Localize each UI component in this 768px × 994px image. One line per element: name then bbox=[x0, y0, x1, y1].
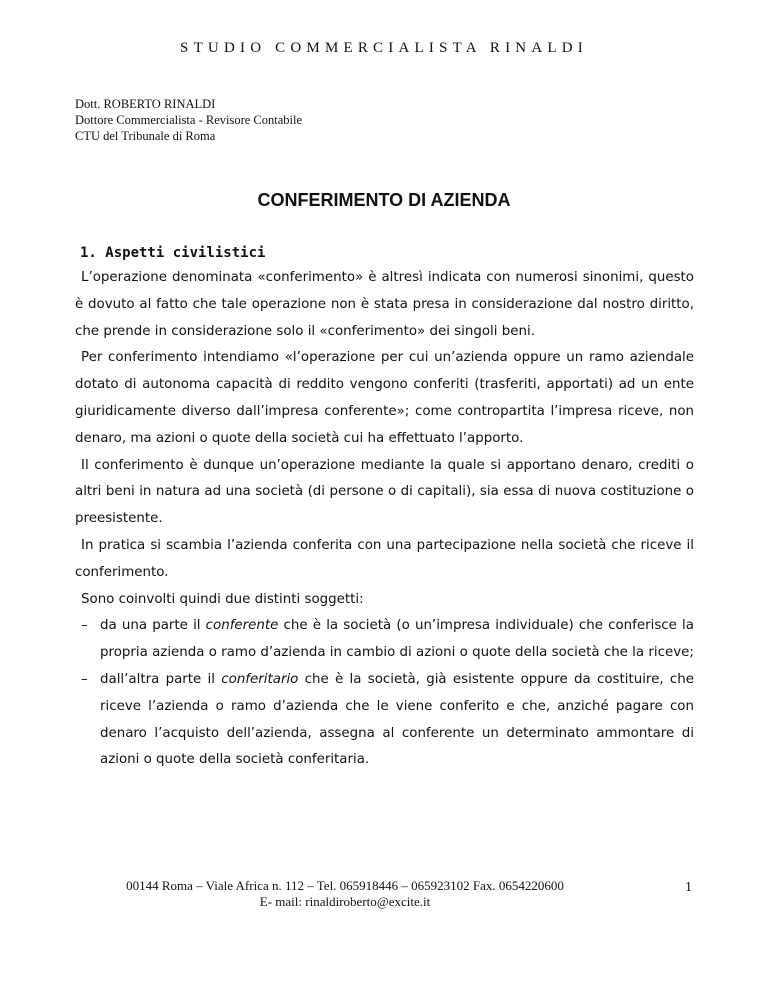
paragraph-5: Sono coinvolti quindi due distinti soggetti: bbox=[81, 591, 364, 607]
document-title: CONFERIMENTO DI AZIENDA bbox=[257, 190, 511, 210]
footer-email: E- mail: rinaldiroberto@excite.it bbox=[259, 894, 431, 909]
section-heading: 1. Aspetti civilistici bbox=[80, 245, 266, 261]
list-item-term: conferitario bbox=[221, 671, 299, 687]
paragraph-3: Il conferimento è dunque un’operazione mediante la quale si apportano denaro, crediti o altri beni in natura ad una società (di persone o di capitali), sia essa di nuova costituzione o preesistente. bbox=[75, 457, 694, 527]
paragraph-2: Per conferimento intendiamo «l’operazione per cui un’azienda oppure un ramo aziendale dotato di autonoma capacità di reddito vengono conferiti (trasferiti, apportati) ad un ente giuridicamente diverso dall’impresa conferente»; come contropartita l’impresa riceve, non denaro, ma azioni o quote della società cui ha effettuato l’apporto. bbox=[75, 350, 694, 446]
subjects-list bbox=[75, 613, 694, 774]
author-court: CTU del Tribunale di Roma bbox=[75, 129, 216, 143]
author-role: Dottore Commercialista - Revisore Contabile bbox=[75, 113, 303, 127]
list-dash: – bbox=[81, 671, 88, 687]
list-item-text: che è la società, già esistente oppure da costituire, che riceve l’azienda o ramo d’azienda che le viene conferito e che, anziché pagare con denaro l’acquisto dell’azienda, assegna al conferente un determinato ammontare di azioni o quote della società conferitaria. bbox=[100, 671, 694, 768]
list-item bbox=[81, 613, 694, 667]
author-name: Dott. ROBERTO RINALDI bbox=[75, 97, 216, 111]
list-item-text: dall’altra parte il bbox=[100, 671, 222, 687]
list-item-term: conferente bbox=[205, 618, 279, 634]
author-block bbox=[75, 96, 302, 144]
paragraph-4: In pratica si scambia l’azienda conferita con una partecipazione nella società che riceve il conferimento. bbox=[75, 537, 694, 580]
list-item-text: da una parte il bbox=[100, 618, 206, 634]
page-number: 1 bbox=[685, 880, 692, 895]
list-item bbox=[81, 667, 694, 774]
body-text bbox=[75, 265, 694, 774]
footer-address: 00144 Roma – Viale Africa n. 112 – Tel. 065918446 – 065923102 Fax. 0654220600 bbox=[126, 878, 564, 893]
list-dash: – bbox=[81, 618, 88, 634]
footer bbox=[75, 878, 615, 910]
letterhead: STUDIO COMMERCIALISTA RINALDI bbox=[180, 40, 588, 56]
list-item-text: che è la società (o un’impresa individuale) che conferisce la propria azienda o ramo d’azienda in cambio di azioni o quote della società che la riceve; bbox=[100, 618, 694, 661]
paragraph-1: L’operazione denominata «conferimento» è altresì indicata con numerosi sinonimi, questo è dovuto al fatto che tale operazione non è stata presa in considerazione dal nostro diritto, che prende in considerazione solo il «conferimento» dei singoli beni. bbox=[75, 270, 694, 339]
